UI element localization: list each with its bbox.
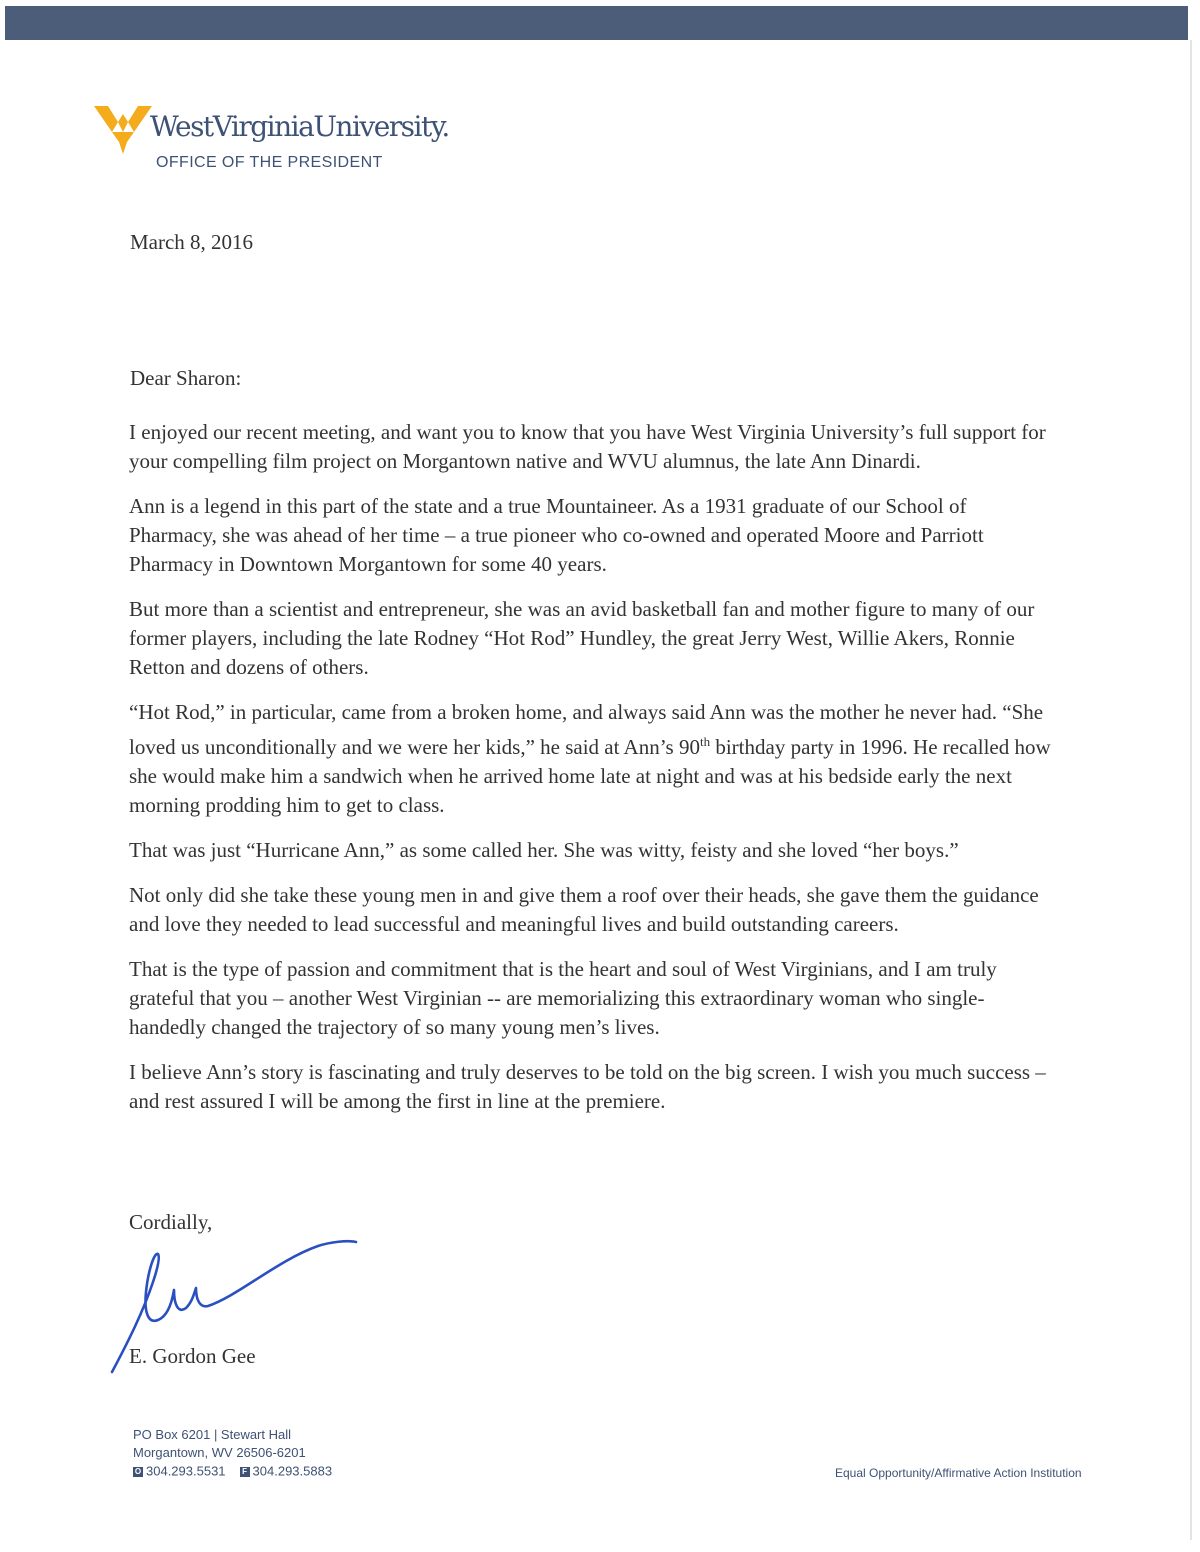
paragraph-birthday	[129, 698, 1059, 820]
address-line: Morgantown, WV 26506-6201	[133, 1445, 306, 1460]
paragraph: Not only did she take these young men in and give them a roof over their heads, she gave them the guidance and love they needed to lead successful and meaningful lives and build outstanding careers.	[129, 883, 1039, 936]
university-logo	[94, 102, 454, 182]
paragraph: That is the type of passion and commitment that is the heart and soul of West Virginians, and I am truly grateful that you – another West Virginian -- are memorializing this extraordinary woman who single-handedly changed the trajectory of so many young men’s lives.	[129, 957, 997, 1039]
office-name: OFFICE OF THE PRESIDENT	[156, 154, 383, 171]
flying-wv-icon	[94, 102, 152, 158]
phone-icon: O	[134, 1466, 142, 1476]
closing: Cordially,	[129, 1210, 213, 1234]
phone-number: 304.293.5531	[146, 1463, 226, 1479]
letterhead-band	[5, 6, 1188, 40]
address-line: PO Box 6201 | Stewart Hall	[133, 1427, 292, 1442]
letter-body	[129, 418, 1059, 1132]
eeo-statement: Equal Opportunity/Affirmative Action Institution	[835, 1466, 1082, 1480]
signer-name: E. Gordon Gee	[129, 1344, 256, 1368]
footer-address	[133, 1426, 332, 1481]
ordinal-suffix: th	[699, 734, 711, 749]
contact-line	[133, 1462, 332, 1481]
paragraph: I enjoyed our recent meeting, and want you to know that you have West Virginia University’s full support for your compelling film project on Morgantown native and WVU alumnus, the late Ann Dinardi.	[129, 420, 1046, 473]
paragraph: Ann is a legend in this part of the state and a true Mountaineer. As a 1931 graduate of our School of Pharmacy, she was ahead of her time – a true pioneer who co-owned and operated Moore and Parriott Pharmacy in Downtown Morgantown for some 40 years.	[129, 494, 984, 576]
fax-number: 304.293.5883	[252, 1463, 333, 1479]
paragraph: That was just “Hurricane Ann,” as some called her. She was witty, feisty and she loved “her boys.”	[129, 838, 959, 862]
letter-date: March 8, 2016	[130, 230, 254, 254]
fax-icon: F	[240, 1467, 250, 1477]
paragraph-text: birthday party in 1996. He recalled how she would make him a sandwich when he arrived home late at night and was at his bedside early the next morning prodding him to get to class.	[129, 735, 1051, 817]
university-name: WestVirginiaUniversity.	[150, 110, 449, 143]
paragraph: I believe Ann’s story is fascinating and truly deserves to be told on the big screen. I wish you much success – and rest assured I will be among the first in line at the premiere.	[129, 1060, 1046, 1113]
paragraph: But more than a scientist and entrepreneur, she was an avid basketball fan and mother figure to many of our former players, including the late Rodney “Hot Rod” Hundley, the great Jerry West, Willie Akers, Ronnie Retton and dozens of others.	[129, 597, 1035, 679]
salutation: Dear Sharon:	[130, 366, 242, 390]
page-edge	[1190, 40, 1192, 1540]
paragraph-text: “Hot Rod,” in particular, came from a broken home, and always said Ann was the mother he never had. “She loved us unconditionally and we were her kids,” he said at Ann’s 90	[129, 700, 1044, 759]
